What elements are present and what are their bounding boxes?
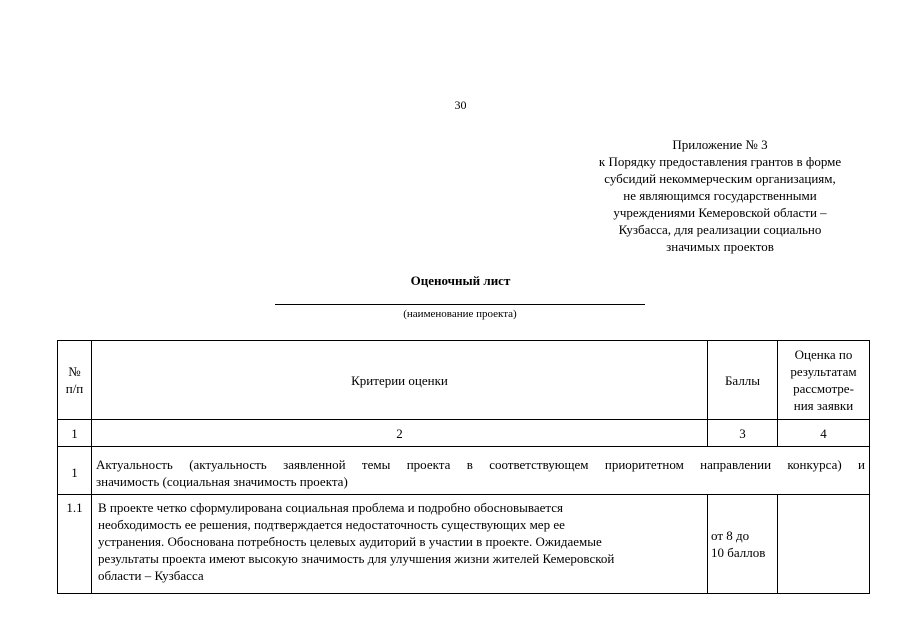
header-num <box>58 341 92 420</box>
criterion-text-line: необходимость ее решения, подтверждается недостаточность существующих мер ее <box>98 517 565 532</box>
appendix-block <box>560 136 880 255</box>
criterion-row <box>58 495 870 594</box>
document-title: Оценочный лист <box>410 273 511 288</box>
column-index-cell: 1 <box>58 420 92 447</box>
column-index-cell: 4 <box>778 420 870 447</box>
appendix-line: субсидий некоммерческим организациям, <box>604 171 836 186</box>
appendix-line: значимых проектов <box>666 239 774 254</box>
section-text-line: Актуальность (актуальность заявленной темы проекта в соответствующем приоритетном направлении конкурса) и <box>96 456 865 472</box>
page-number: 30 <box>454 98 467 112</box>
appendix-line: не являющимся государственными <box>623 188 817 203</box>
criterion-score-line: от 8 до <box>711 528 750 543</box>
header-evaluation-line: результатам <box>790 364 857 379</box>
header-score: Баллы <box>708 341 778 420</box>
criterion-text-line: области – Кузбасса <box>98 568 204 583</box>
header-criteria: Критерии оценки <box>92 341 708 420</box>
criterion-text-line: В проекте четко сформулирована социальная проблема и подробно обосновывается <box>98 500 563 515</box>
column-index-cell: 2 <box>92 420 708 447</box>
header-num-line: п/п <box>65 381 84 396</box>
section-text-line: значимость (социальная значимость проекта) <box>96 473 348 489</box>
project-name-caption: (наименование проекта) <box>403 308 517 320</box>
header-evaluation <box>778 341 870 420</box>
project-name-line <box>275 304 645 305</box>
appendix-line: Приложение № 3 <box>672 137 768 152</box>
appendix-line: учреждениями Кемеровской области – <box>613 205 827 220</box>
header-num-line: № <box>68 364 81 379</box>
section-text <box>92 447 870 495</box>
evaluation-table <box>57 340 870 594</box>
criterion-score <box>708 495 778 594</box>
criterion-score-line: 10 баллов <box>711 545 766 560</box>
appendix-line: Кузбасса, для реализации социально <box>618 222 822 237</box>
header-evaluation-line: рассмотре- <box>793 381 854 396</box>
table-header-row <box>58 341 870 420</box>
criterion-text-line: результаты проекта имеют высокую значимость для улучшения жизни жителей Кемеровской <box>98 551 615 566</box>
criterion-evaluation[interactable] <box>778 495 870 594</box>
section-row <box>58 447 870 495</box>
appendix-line: к Порядку предоставления грантов в форме <box>598 154 842 169</box>
header-evaluation-line: ния заявки <box>793 398 854 413</box>
criterion-text-line: устранения. Обоснована потребность целевых аудиторий в участии в проекте. Ожидаемые <box>98 534 602 549</box>
header-evaluation-line: Оценка по <box>794 347 853 362</box>
column-index-row <box>58 420 870 447</box>
section-num: 1 <box>58 447 92 495</box>
column-index-cell: 3 <box>708 420 778 447</box>
criterion-num: 1.1 <box>58 495 92 594</box>
criterion-text <box>92 495 708 594</box>
